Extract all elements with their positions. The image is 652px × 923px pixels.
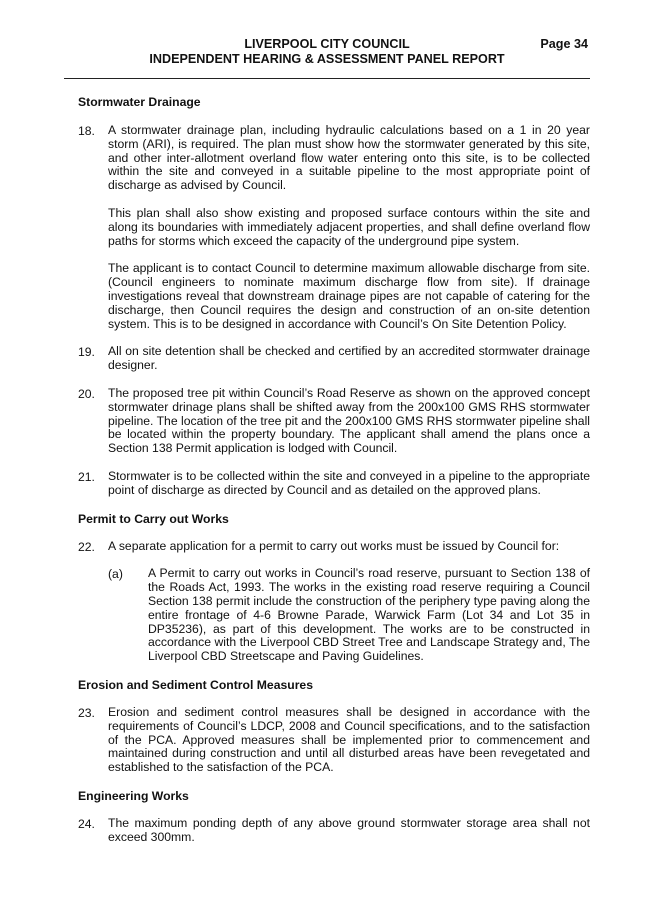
item-paragraph: A stormwater drainage plan, including hydraulic calculations based on a 1 in 20 year storm (ARI), is required. The plan must show how the stormwater generated by this site, and other inter-allotment overland flow water entering onto this site, is to be collected within the site and conveyed in a suitable pipeline to the most appropriate point of discharge as advised by Council. bbox=[108, 123, 590, 193]
page-header bbox=[64, 37, 590, 67]
condition-item-20 bbox=[78, 387, 590, 456]
item-paragraph: The applicant is to contact Council to determine maximum allowable discharge from site. (Council engineers to nominate maximum discharge flow from site). If drainage investigations reveal that downstream drainage pipes are not capable of catering for the discharge, then Council requires the design and construction of an on-site detention system. This is to be designed in accordance with Council’s On Site Detention Policy. bbox=[108, 261, 590, 331]
header-report-title: INDEPENDENT HEARING & ASSESSMENT PANEL REPORT bbox=[149, 52, 505, 66]
item-number: 23. bbox=[78, 705, 95, 720]
item-paragraph: Stormwater is to be collected within the site and conveyed in a pipeline to the appropriate point of discharge as directed by Council and as detailed on the approved plans. bbox=[108, 468, 590, 497]
page-number: Page 34 bbox=[540, 37, 588, 51]
item-paragraph: The proposed tree pit within Council’s Road Reserve as shown on the approved concept stormwater drinage plans shall be shifted away from the 200x100 GMS RHS stormwater pipeline. The location of the tree pit and the 200x100 GMS RHS stormwater pipeline shall be located within the property boundary. The applicant shall amend the plans once a Section 138 Permit application is lodged with Council. bbox=[108, 385, 590, 456]
item-paragraph: Erosion and sediment control measures shall be designed in accordance with the requirements of Council’s LDCP, 2008 and Council specifications, and to the satisfaction of the PCA. Approved measures shall be implemented prior to commencement and maintained during construction and until all disturbed areas have been revegetated and established to the satisfaction of the PCA. bbox=[108, 704, 590, 775]
section-heading-stormwater: Stormwater Drainage bbox=[78, 95, 201, 109]
condition-item-18 bbox=[78, 124, 590, 331]
condition-item-23 bbox=[78, 706, 590, 775]
document-body bbox=[78, 95, 590, 844]
condition-item-21 bbox=[78, 470, 590, 498]
condition-item-22 bbox=[78, 540, 590, 554]
item-number: 22. bbox=[78, 539, 95, 554]
item-paragraph: All on site detention shall be checked and certified by an accredited stormwater drainage designer. bbox=[108, 344, 590, 373]
item-paragraph: A separate application for a permit to carry out works must be issued by Council for: bbox=[108, 538, 560, 553]
section-heading-engineering: Engineering Works bbox=[78, 788, 189, 803]
subitem-paragraph: A Permit to carry out works in Council’s road reserve, pursuant to Section 138 of the Roads Act, 1993. The works in the existing road reserve requiring a Council Section 138 permit include the construction of the periphery type paving along the entire frontage of 4-6 Browne Parade, Warwick Farm (Lot 34 and Lot 35 in DP35236), as part of this development. The works are to be constructed in accordance with the Liverpool CBD Street Tree and Landscape Strategy and, The Liverpool CBD Streetscape and Paving Guidelines. bbox=[148, 566, 590, 664]
section-heading-erosion: Erosion and Sediment Control Measures bbox=[78, 677, 313, 692]
item-number: 21. bbox=[78, 469, 95, 484]
item-number: 19. bbox=[78, 345, 95, 360]
condition-item-24 bbox=[78, 817, 590, 845]
subitem-label: (a) bbox=[108, 567, 123, 582]
header-council-name: LIVERPOOL CITY COUNCIL bbox=[244, 37, 410, 51]
item-paragraph: The maximum ponding depth of any above ground stormwater storage area shall not exceed 300mm. bbox=[108, 815, 590, 844]
item-number: 18. bbox=[78, 124, 95, 138]
item-number: 24. bbox=[78, 816, 95, 831]
section-heading-permit: Permit to Carry out Works bbox=[78, 511, 229, 526]
condition-item-19 bbox=[78, 345, 590, 373]
item-paragraph: This plan shall also show existing and proposed surface contours within the site and along its boundaries with immediately adjacent properties, and shall define overland flow paths for storms which exceed the capacity of the underground pipe system. bbox=[108, 205, 590, 248]
header-divider bbox=[64, 78, 590, 79]
item-number: 20. bbox=[78, 386, 95, 401]
condition-subitem-22a bbox=[108, 567, 590, 664]
